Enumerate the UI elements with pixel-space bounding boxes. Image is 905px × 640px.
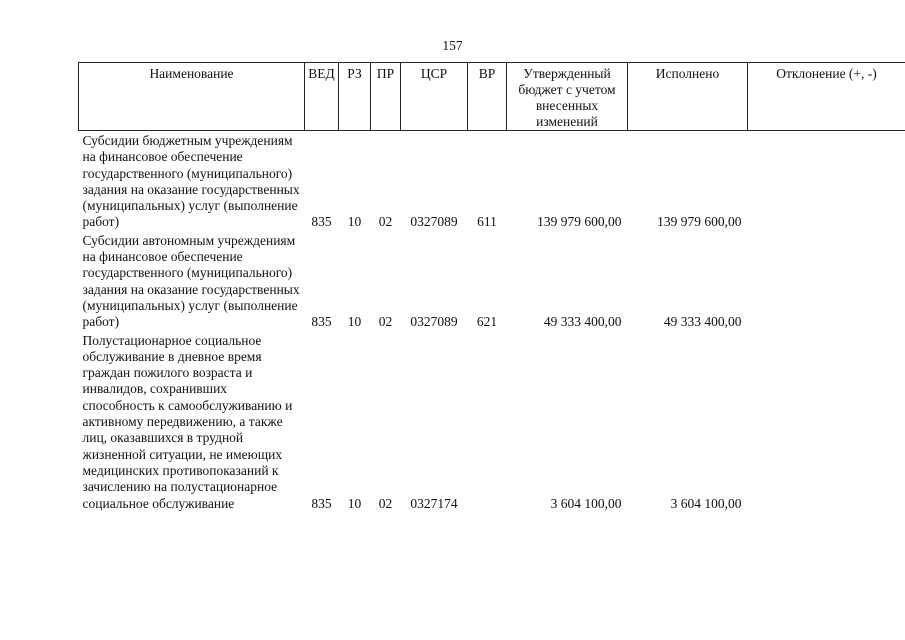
row-ved: 835: [311, 214, 332, 230]
row-vr: [468, 331, 507, 512]
row-rz: 10: [347, 214, 362, 230]
row-csr: 0327089: [410, 214, 458, 230]
row-rz: 10: [347, 495, 362, 511]
row-csr: 0327089: [410, 314, 458, 330]
header-pr: ПР: [371, 63, 401, 131]
row-vr: 621: [476, 314, 498, 330]
row-vr: 611: [477, 214, 497, 230]
header-ved: ВЕД: [305, 63, 339, 131]
table-header: [79, 63, 905, 131]
row-name: Субсидии бюджетным учреждениям на финансовое обеспечение государственного (муниципального) задания на оказание государственных (муниципальных) услуг (выполнение работ): [82, 133, 300, 230]
row-executed: 3 604 100,00: [670, 495, 742, 511]
row-deviation: [748, 331, 905, 512]
row-pr: 02: [378, 214, 393, 230]
row-name: Полустационарное социальное обслуживание в дневное время граждан пожилого возраста и инвалидов, сохранивших способность к самообслуживанию и активному передвижению, а также лиц, оказавшихся в трудной жизненной ситуации, не имеющих медицинских противопоказаний к зачислению на полустационарное социальное обслуживание: [82, 332, 293, 511]
row-rz: 10: [347, 314, 362, 330]
row-csr: 0327174: [410, 495, 458, 511]
row-pr: 02: [378, 314, 393, 330]
table-row: [79, 231, 905, 331]
header-deviation: Отклонение (+, -): [748, 63, 905, 131]
budget-table: [78, 62, 905, 512]
row-pr: 02: [378, 495, 393, 511]
header-executed: Исполнено: [628, 63, 748, 131]
header-csr: ЦСР: [401, 63, 468, 131]
row-approved: 139 979 600,00: [537, 214, 622, 230]
row-executed: 49 333 400,00: [663, 314, 742, 330]
table-row: [79, 331, 905, 512]
row-deviation: [748, 131, 905, 231]
row-deviation: [748, 231, 905, 331]
table-row: [79, 131, 905, 231]
page-number: 157: [442, 38, 463, 53]
row-executed: 139 979 600,00: [657, 214, 742, 230]
header-name: Наименование: [79, 63, 305, 131]
row-approved: 3 604 100,00: [550, 495, 622, 511]
header-approved: Утвержденный бюджет с учетом внесенных изменений: [507, 63, 628, 131]
row-ved: 835: [311, 314, 332, 330]
row-approved: 49 333 400,00: [543, 314, 622, 330]
header-vr: ВР: [468, 63, 507, 131]
row-ved: 835: [311, 495, 332, 511]
row-name: Субсидии автономным учреждениям на финансовое обеспечение государственного (муниципального) задания на оказание государственных (муниципальных) услуг (выполнение работ): [82, 232, 300, 330]
header-rz: РЗ: [339, 63, 371, 131]
